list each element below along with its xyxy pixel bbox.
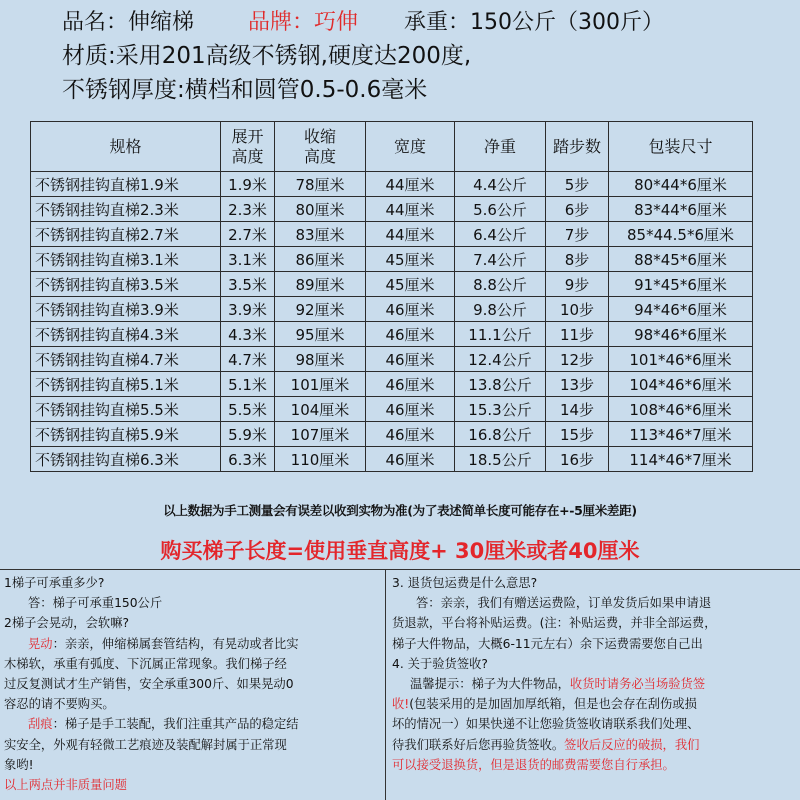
cell-weight: 11.1公斤: [455, 322, 546, 347]
cell-extended: 2.3米: [221, 197, 275, 222]
table-row: [31, 197, 753, 222]
cell-spec: 不锈钢挂钩直梯3.9米: [31, 297, 221, 322]
product-name-label: 品名：: [62, 10, 129, 35]
cell-retracted: 104厘米: [275, 397, 366, 422]
faq-answer-3-line: 梯子大件物品，大概6-11元左右）余下运费需要您自己出: [392, 636, 703, 651]
faq-question-2: 2梯子会晃动，会软嘛?: [4, 616, 130, 631]
table-row: [31, 347, 753, 372]
faq-answer-4-warning: 可以接受退换货，但是退货的邮费需要您自行承担。: [392, 757, 675, 772]
cell-package: 85*44.5*6厘米: [609, 222, 753, 247]
header-width: 宽度: [366, 122, 455, 172]
table-row: [31, 297, 753, 322]
product-name-value: 伸缩梯: [128, 10, 195, 35]
faq-question-4: 4. 关于验货签收?: [392, 656, 488, 671]
faq-right-panel: [392, 573, 796, 797]
cell-steps: 16步: [546, 447, 609, 472]
cell-weight: 16.8公斤: [455, 422, 546, 447]
cell-extended: 3.9米: [221, 297, 275, 322]
material-line: 材质:采用201高级不锈钢,硬度达200度,: [62, 43, 472, 69]
cell-extended: 3.5米: [221, 272, 275, 297]
cell-retracted: 95厘米: [275, 322, 366, 347]
cell-extended: 5.1米: [221, 372, 275, 397]
cell-steps: 11步: [546, 322, 609, 347]
faq-question-3: 3. 退货包运费是什么意思?: [392, 576, 538, 590]
faq-divider-horizontal: [0, 569, 800, 570]
faq-question-1: 1梯子可承重多少?: [4, 576, 105, 590]
cell-spec: 不锈钢挂钩直梯3.5米: [31, 272, 221, 297]
spec-table: [30, 121, 753, 472]
cell-spec: 不锈钢挂钩直梯3.1米: [31, 247, 221, 272]
cell-weight: 4.4公斤: [455, 172, 546, 197]
cell-steps: 6步: [546, 197, 609, 222]
cell-package: 104*46*6厘米: [609, 372, 753, 397]
cell-extended: 5.5米: [221, 397, 275, 422]
cell-retracted: 86厘米: [275, 247, 366, 272]
cell-weight: 15.3公斤: [455, 397, 546, 422]
table-row: [31, 422, 753, 447]
cell-retracted: 107厘米: [275, 422, 366, 447]
cell-steps: 14步: [546, 397, 609, 422]
cell-width: 46厘米: [366, 372, 455, 397]
cell-weight: 5.6公斤: [455, 197, 546, 222]
cell-spec: 不锈钢挂钩直梯1.9米: [31, 172, 221, 197]
cell-retracted: 89厘米: [275, 272, 366, 297]
cell-steps: 5步: [546, 172, 609, 197]
faq-answer-3-line: 货退款，平台将补贴运费。(注：补贴运费，并非全部运费，: [392, 616, 717, 631]
cell-weight: 13.8公斤: [455, 372, 546, 397]
cell-steps: 9步: [546, 272, 609, 297]
cell-package: 88*45*6厘米: [609, 247, 753, 272]
cell-spec: 不锈钢挂钩直梯4.3米: [31, 322, 221, 347]
header-steps: 踏步数: [546, 122, 609, 172]
cell-steps: 10步: [546, 297, 609, 322]
cell-weight: 8.8公斤: [455, 272, 546, 297]
cell-width: 46厘米: [366, 422, 455, 447]
cell-package: 80*44*6厘米: [609, 172, 753, 197]
scratch-label: 刮痕: [28, 717, 53, 732]
header-weight: 净重: [455, 122, 546, 172]
cell-spec: 不锈钢挂钩直梯6.3米: [31, 447, 221, 472]
faq-answer-4-warning: 收!: [392, 697, 410, 712]
product-header-line: [62, 6, 792, 40]
cell-retracted: 110厘米: [275, 447, 366, 472]
faq-answer-4-text: 坏的情况一）如果快递不让您验货签收请联系我们处理、: [392, 717, 700, 732]
cell-steps: 12步: [546, 347, 609, 372]
cell-width: 46厘米: [366, 322, 455, 347]
cell-extended: 6.3米: [221, 447, 275, 472]
faq-left-panel: [4, 573, 382, 797]
header-package: 包装尺寸: [609, 122, 753, 172]
faq-answer-3-line: 答：亲亲，我们有赠送运费险，订单发货后如果申请退: [416, 596, 712, 611]
faq-answer-4-text: 温馨提示：梯子为大件物品，: [410, 677, 570, 692]
cell-retracted: 80厘米: [275, 197, 366, 222]
cell-extended: 5.9米: [221, 422, 275, 447]
cell-package: 98*46*6厘米: [609, 322, 753, 347]
shake-text-line: ：亲亲，伸缩梯属套管结构，有晃动或者比实: [52, 636, 299, 651]
cell-steps: 15步: [546, 422, 609, 447]
cell-weight: 9.8公斤: [455, 297, 546, 322]
cell-package: 83*44*6厘米: [609, 197, 753, 222]
cell-retracted: 83厘米: [275, 222, 366, 247]
cell-weight: 6.4公斤: [455, 222, 546, 247]
header-spec: 规格: [31, 122, 221, 172]
table-row: [31, 397, 753, 422]
cell-package: 108*46*6厘米: [609, 397, 753, 422]
table-row: [31, 372, 753, 397]
table-row: [31, 272, 753, 297]
cell-weight: 7.4公斤: [455, 247, 546, 272]
shake-label: 晃动: [28, 636, 53, 651]
cell-width: 45厘米: [366, 272, 455, 297]
cell-package: 91*45*6厘米: [609, 272, 753, 297]
cell-weight: 18.5公斤: [455, 447, 546, 472]
cell-retracted: 98厘米: [275, 347, 366, 372]
cell-extended: 2.7米: [221, 222, 275, 247]
header-retracted-height: 收缩 高度: [275, 122, 366, 172]
measurement-note: 以上数据为手工测量会有误差以收到实物为准(为了表述简单长度可能存在+-5厘米差距): [163, 503, 637, 518]
scratch-text-line: 实安全，外观有轻微工艺痕迹及装配解封属于正常现: [4, 737, 287, 752]
cell-width: 45厘米: [366, 247, 455, 272]
cell-retracted: 101厘米: [275, 372, 366, 397]
shake-text-line: 木梯软，承重有弧度、下沉属正常现象。我们梯子经: [4, 656, 287, 671]
cell-package: 101*46*6厘米: [609, 347, 753, 372]
scratch-text-line: 象哟!: [4, 757, 34, 772]
faq-answer-4-warning: 签收后反应的破损，我们: [564, 737, 700, 752]
cell-extended: 4.3米: [221, 322, 275, 347]
cell-spec: 不锈钢挂钩直梯2.7米: [31, 222, 221, 247]
thickness-line: 不锈钢厚度:横档和圆管0.5-0.6毫米: [62, 77, 428, 103]
table-row: [31, 247, 753, 272]
cell-width: 46厘米: [366, 397, 455, 422]
cell-package: 114*46*7厘米: [609, 447, 753, 472]
table-row: [31, 447, 753, 472]
cell-extended: 1.9米: [221, 172, 275, 197]
header-extended-height: 展开 高度: [221, 122, 275, 172]
shake-text-line: 过反复测试才生产销售，安全承重300斤、如果晃动0: [4, 677, 294, 692]
cell-steps: 8步: [546, 247, 609, 272]
scratch-text-line: ：梯子是手工装配，我们注重其产品的稳定结: [52, 717, 299, 732]
cell-width: 44厘米: [366, 222, 455, 247]
cell-width: 46厘米: [366, 447, 455, 472]
brand-label: 品牌：巧伸: [248, 10, 359, 35]
cell-package: 113*46*7厘米: [609, 422, 753, 447]
cell-steps: 7步: [546, 222, 609, 247]
faq-answer-4-warning: 收货时请务必当场验货签: [569, 677, 706, 692]
cell-spec: 不锈钢挂钩直梯2.3米: [31, 197, 221, 222]
cell-width: 46厘米: [366, 297, 455, 322]
faq-left-footer: 以上两点并非质量问题: [4, 778, 127, 793]
cell-spec: 不锈钢挂钩直梯5.9米: [31, 422, 221, 447]
cell-retracted: 92厘米: [275, 297, 366, 322]
faq-answer-1: 答：梯子可承重150公斤: [28, 596, 163, 611]
load-capacity: 承重：150公斤（300斤）: [404, 10, 665, 35]
shake-text-line: 容忍的请不要购买。: [4, 697, 115, 712]
table-row: [31, 222, 753, 247]
faq-answer-4-text: (包装采用的是加固加厚纸箱，但是也会存在刮伤或损: [409, 697, 697, 712]
cell-spec: 不锈钢挂钩直梯5.1米: [31, 372, 221, 397]
cell-spec: 不锈钢挂钩直梯4.7米: [31, 347, 221, 372]
cell-package: 94*46*6厘米: [609, 297, 753, 322]
buy-length-tip: 购买梯子长度=使用垂直高度+ 30厘米或者40厘米: [160, 539, 640, 563]
table-header-row: [31, 122, 753, 172]
table-row: [31, 322, 753, 347]
cell-spec: 不锈钢挂钩直梯5.5米: [31, 397, 221, 422]
cell-extended: 3.1米: [221, 247, 275, 272]
cell-steps: 13步: [546, 372, 609, 397]
cell-width: 46厘米: [366, 347, 455, 372]
cell-retracted: 78厘米: [275, 172, 366, 197]
faq-divider-vertical: [385, 569, 386, 800]
cell-width: 44厘米: [366, 197, 455, 222]
cell-extended: 4.7米: [221, 347, 275, 372]
table-row: [31, 172, 753, 197]
faq-answer-4-text: 待我们联系好后您再验货签收。: [392, 737, 565, 752]
cell-weight: 12.4公斤: [455, 347, 546, 372]
cell-width: 44厘米: [366, 172, 455, 197]
